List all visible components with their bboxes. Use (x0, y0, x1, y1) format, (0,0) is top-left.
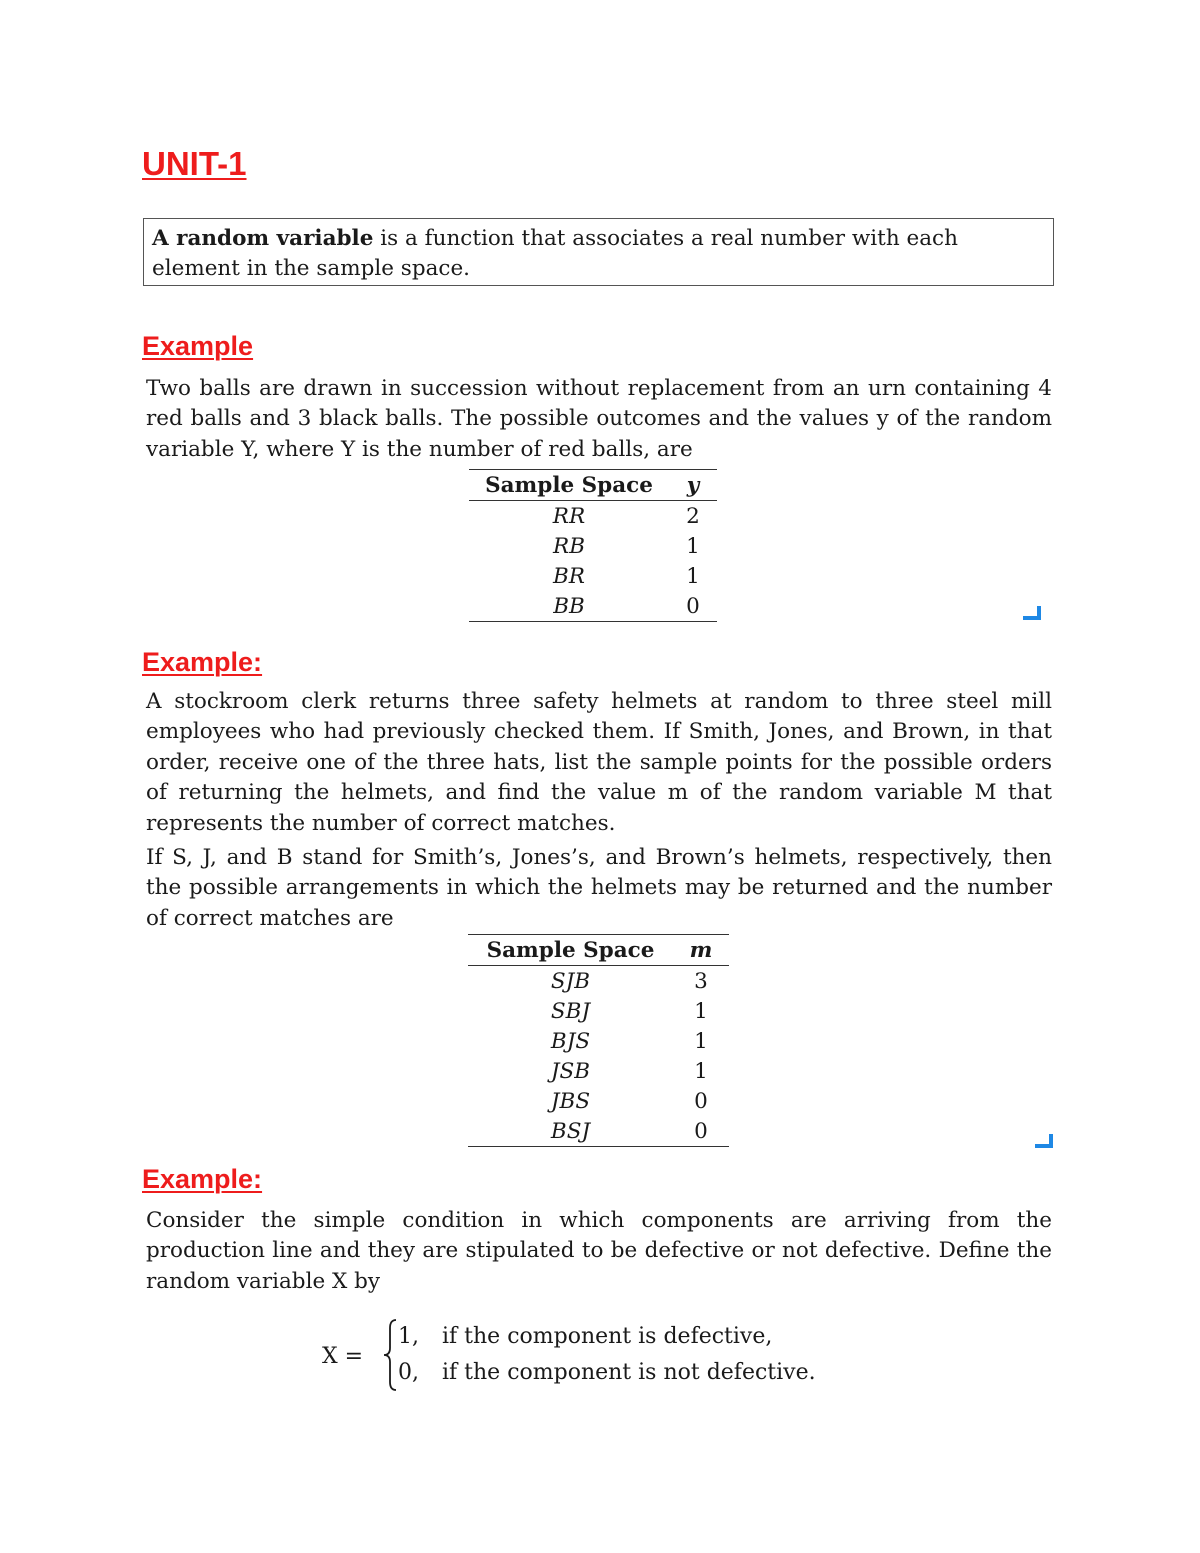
table-header-sample-space: Sample Space (469, 470, 669, 501)
table-cell-value: 0 (673, 1116, 729, 1147)
definition-term: A random variable (152, 226, 374, 251)
table-row (468, 1056, 729, 1086)
definition-text: is a function that associates a real number with each element in the sample space. (152, 226, 958, 281)
table-cell-sample: RB (553, 533, 585, 559)
table-row (469, 591, 717, 622)
table-cell-sample: RR (552, 503, 586, 529)
end-of-example-marker-icon (1023, 606, 1041, 620)
table-cell-value: 1 (694, 1058, 708, 1084)
table-cell-sample: SBJ (550, 998, 591, 1024)
left-brace-icon (382, 1318, 398, 1392)
table-row (468, 966, 729, 997)
formula-case (398, 1360, 816, 1385)
formula-case-value: 0, (398, 1360, 419, 1385)
table-row (469, 501, 717, 532)
example1-paragraph: Two balls are drawn in succession without replacement from an urn containing 4 red balls and 3 black balls. The possible outcomes and the values y of the random variable Y, where Y is the number of red balls, are (146, 376, 1052, 462)
end-of-example-marker-icon (1035, 1134, 1053, 1148)
formula-case (398, 1324, 772, 1349)
example1-table (469, 469, 717, 622)
table-cell-value: 0 (694, 1088, 708, 1114)
formula-case-condition: if the component is not defective. (442, 1360, 816, 1385)
table-row (469, 531, 717, 561)
example2-table (468, 934, 729, 1147)
example3-heading: Example: (142, 1164, 263, 1194)
table-row (468, 1086, 729, 1116)
formula-lhs: X = (322, 1344, 364, 1369)
table-cell-sample: BSJ (468, 1116, 673, 1147)
example3-paragraph: Consider the simple condition in which components are arriving from the production line and they are stipulated to be defective or not defective. Define the random variable X by (146, 1208, 1052, 1294)
table-cell-sample: BB (469, 591, 669, 622)
table-cell-value: 1 (694, 998, 708, 1024)
example2-paragraph1: A stockroom clerk returns three safety helmets at random to three steel mill employees who had previously checked them. If Smith, Jones, and Brown, in that order, receive one of the three hats, list the sample points for the possible orders of returning the helmets, and find the value m of the random variable M that represents the number of correct matches. (146, 689, 1052, 836)
table-header-y: y (669, 470, 717, 501)
table-header-sample-space: Sample Space (468, 935, 673, 966)
table-header-row (468, 935, 729, 966)
formula-case-condition: if the component is defective, (442, 1324, 773, 1349)
example3-paragraph-block (146, 1206, 1052, 1297)
formula-case-value: 1, (398, 1324, 419, 1349)
example1-heading: Example (142, 331, 254, 361)
table-header-m: m (673, 935, 729, 966)
unit-title: UNIT-1 (142, 145, 247, 182)
table-cell-sample: SJB (550, 968, 591, 994)
table-cell-sample: BR (553, 563, 585, 589)
table-cell-value: 0 (669, 591, 717, 622)
table-cell-value: 2 (686, 503, 700, 529)
table-cell-sample: JSB (550, 1058, 591, 1084)
table-row (468, 1026, 729, 1056)
table-cell-sample: BJS (550, 1028, 591, 1054)
definition-box (143, 218, 1054, 286)
table-cell-value: 1 (694, 1028, 708, 1054)
example2-heading: Example: (142, 647, 263, 677)
table-row (468, 1116, 729, 1147)
table-row (469, 561, 717, 591)
table-cell-value: 3 (694, 968, 708, 994)
example2-paragraph2: If S, J, and B stand for Smith’s, Jones’s, and Brown’s helmets, respectively, then the possible arrangements in which the helmets may be returned and the number of correct matches are (146, 845, 1052, 931)
example2-paragraph-block (146, 687, 1052, 934)
example1-paragraph-block (146, 374, 1052, 465)
table-row (468, 996, 729, 1026)
table-header-row (469, 470, 717, 501)
table-cell-sample: JBS (550, 1088, 591, 1114)
table-cell-value: 1 (686, 533, 700, 559)
table-cell-value: 1 (686, 563, 700, 589)
